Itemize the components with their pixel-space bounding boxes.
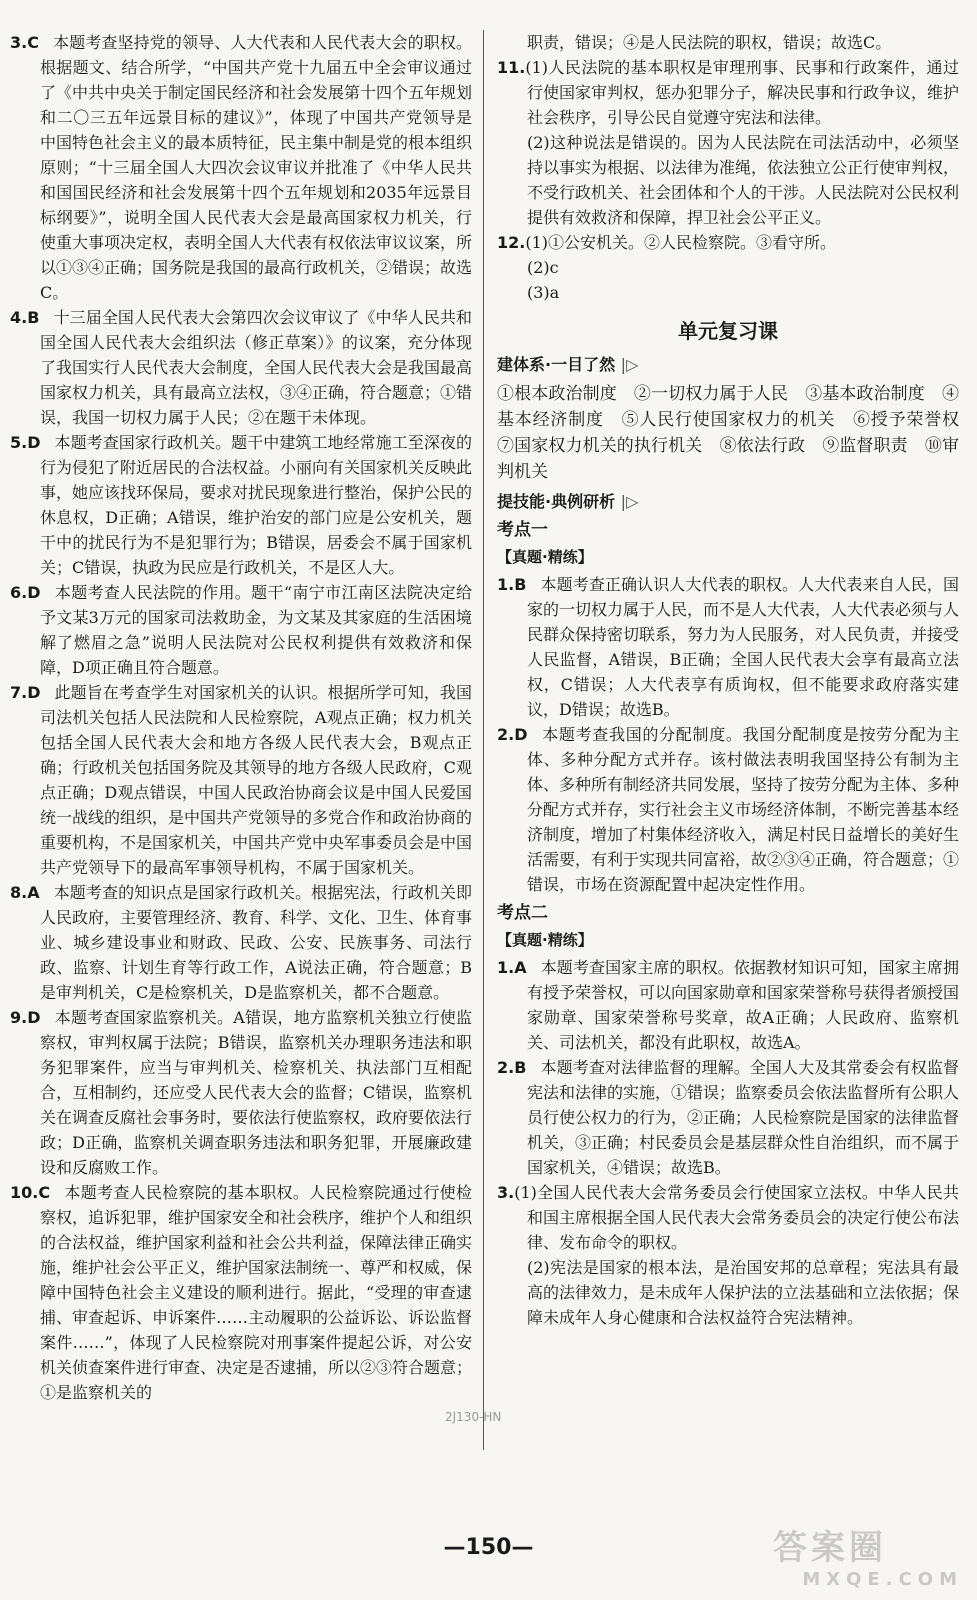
unit-review-title: 单元复习课 bbox=[678, 319, 778, 343]
page-number: —150— bbox=[443, 1535, 534, 1560]
answer-item-6: 6.D 本题考查人民法院的作用。题干“南宁市江南区法院决定给予文某3万元的国家司法救助金，为文某及其家庭的生活困境解了燃眉之急”说明人民法院对公民权利提供有效救济和保障，D项正确且符合题意。 bbox=[10, 583, 472, 677]
column-divider bbox=[483, 30, 484, 1450]
answer-item-5: 5.D 本题考查国家行政机关。题干中建筑工地经常施工至深夜的行为侵犯了附近居民的合法权益。小丽向有关国家机关反映此事，她应该找环保局，要求对扰民现象进行整治，保护公民的休息权，D正确；A错误，维护治安的部门应是公安机关，题干中的扰民行为不是犯罪行为；B错误，居委会不属于国家机关；C错误，执政为民应是行政机关，不是区人大。 bbox=[10, 433, 473, 577]
answer-12-part-3: (3)a bbox=[527, 283, 560, 302]
key-point-1-heading: 考点一 bbox=[497, 520, 548, 540]
answer-item-7: 7.D 此题旨在考查学生对国家机关的认识。根据所学可知，我国司法机关包括人民法院和人民检察院，A观点正确；权力机关包括全国人民代表大会和地方各级人民代表大会，B观点正确；行政机关包括国务院及其领导的地方各级人民政府，C观点正确；D观点错误，中国人民政治协商会议是中国人民爱国统一战线的组织，是中国共产党领导的多党合作和政治协商的重要机构，不是国家机关，中国共产党中央军事委员会是中国共产党领导下的最高军事领导机构，不属于国家机关。 bbox=[10, 683, 473, 877]
kp1-answer-1: 1.B 本题考查正确认识人大代表的职权。人大代表来自人民，国家的一切权力属于人民，而不是人大代表，人大代表必须与人民群众保持密切联系，努力为人民服务，对人民负责，并接受人民监督，A错误，B正确；全国人民代表大会享有最高立法权，C错误；人大代表享有质询权，但不能要求政府落实建议，D错误；故选B。 bbox=[497, 575, 960, 719]
answer-item-10: 10.C 本题考查人民检察院的基本职权。人民检察院通过行使检察权，追诉犯罪，维护国家安全和社会秩序，维护个人和组织的合法权益，维护国家利益和社会公共利益，保障法律正确实施，维护社会公平正义，维护国家法制统一、尊严和权威，保障中国特色社会主义建设的顺利进行。据此，“受理的审查逮捕、审查起诉、申诉案件……主动履职的公益诉讼、诉讼监督案件……”，体现了人民检察院对刑事案件提起公诉，对公安机关侦查案件进行审查、决定是否逮捕，所以②③符合题意；①是监察机关的 bbox=[10, 1183, 473, 1402]
watermark-logo: 答案圈 MXQE.COM bbox=[773, 1528, 963, 1590]
framework-answers: ①根本政治制度 ②一切权力属于人民 ③基本政治制度 ④基本经济制度 ⑤人民行使国家权力的机关 ⑥授予荣誉权 ⑦国家权力机关的执行机关 ⑧依法行政 ⑨监督职责 ⑩审判机关 bbox=[497, 384, 976, 482]
kp2-answer-1: 1.A 本题考查国家主席的职权。依据教材知识可知，国家主席拥有授予荣誉权，可以向国家勋章和国家荣誉称号获得者颁授国家勋章、国家荣誉称号奖章，故A正确；人民政府、监察机关、司法机关，都没有此职权，故选A。 bbox=[497, 958, 960, 1052]
print-code: 2J130-HN bbox=[445, 1410, 502, 1424]
answer-item-3: 3.C 本题考查坚持党的领导、人大代表和人民代表大会的职权。根据题文、结合所学，“中国共产党十九届五中全会审议通过了《中共中央关于制定国民经济和社会发展第十四个五年规划和二〇三五年远景目标的建议》”，体现了中国共产党领导是中国特色社会主义的最本质特征，民主集中制是党的根本组织原则；“十三届全国人大四次会议审议并批准了《中华人民共和国国民经济和社会发展第十四个五年规划和2035年远景目标纲要》”，说明全国人民代表大会是最高国家权力机关，行使重大事项决定权，表明全国人大代表有权依法审议议案，所以①③④正确；国务院是我国的最高行政机关，②错误；故选C。 bbox=[10, 33, 473, 302]
answer-item-11: 11.(1)人民法院的基本职权是审理刑事、民事和行政案件，通过行使国家审判权，惩办犯罪分子，解决民事和行政争议，维护社会秩序，引导公民自觉遵守宪法和法律。 bbox=[497, 58, 960, 127]
exercise-2-heading: 【真题·精练】 bbox=[497, 931, 593, 949]
kp1-answer-2: 2.D 本题考查我国的分配制度。我国分配制度是按劳分配为主体、多种分配方式并存。该村做法表明我国坚持公有制为主体、多种所有制经济共同发展，坚持了按劳分配为主体、多种分配方式并存，实行社会主义市场经济体制，不断完善基本经济制度，增加了村集体经济收入，满足村民日益增长的美好生活需要，有利于实现共同富裕，故②③④正确，符合题意；①错误，市场在资源配置中起决定性作用。 bbox=[497, 725, 960, 894]
double-chevron-icon: |▷ bbox=[620, 355, 639, 374]
answer-12-part-2: (2)c bbox=[527, 258, 559, 277]
right-column bbox=[497, 30, 976, 1330]
double-chevron-icon: |▷ bbox=[620, 492, 639, 511]
key-point-2-heading: 考点二 bbox=[497, 903, 548, 923]
kp2-answer-3: 3.(1)全国人民代表大会常务委员会行使国家立法权。中华人民共和国主席根据全国人民代表大会常务委员会的决定行使公布法律、发布命令的职权。 bbox=[497, 1183, 960, 1252]
section-skills-heading: 提技能·典例研析 |▷ bbox=[497, 492, 639, 511]
answer-item-4: 4.B 十三届全国人民代表大会第四次会议审议了《中华人民共和国全国人民代表大会组织法（修正草案）》的议案，充分体现了我国实行人民代表大会制度，全国人民代表大会是我国最高国家权力机关，具有最高立法权，③④正确，符合题意；①错误，我国一切权力属于人民；②在题干未体现。 bbox=[10, 308, 473, 427]
kp2-answer-2: 2.B 本题考查对法律监督的理解。全国人大及其常委会有权监督宪法和法律的实施，①错误；监察委员会依法监督所有公职人员行使公权力的行为，②正确；人民检察院是国家的法律监督机关，③正确；村民委员会是基层群众性自治组织，而不属于国家机关，④错误；故选B。 bbox=[497, 1058, 960, 1177]
answer-item-9: 9.D 本题考查国家监察机关。A错误，地方监察机关独立行使监察权，审判权属于法院；B错误，监察机关办理职务违法和职务犯罪案件，应当与审判机关、检察机关、执法部门互相配合，互相制约，还应受人民代表大会的监督；C错误，监察机关在调查反腐社会事务时，要依法行使监察权，政府要依法行政；D正确，监察机关调查职务违法和职务犯罪，开展廉政建设和反腐败工作。 bbox=[10, 1008, 473, 1177]
section-framework-heading: 建体系·一目了然 |▷ bbox=[497, 355, 639, 374]
answer-11-part-2: (2)这种说法是错误的。因为人民法院在司法活动中，必须坚持以事实为根据、以法律为准绳，依法独立公正行使审判权，不受行政机关、社会团体和个人的干涉。人民法院对公民权利提供有效救济和保障，捍卫社会公平正义。 bbox=[527, 133, 960, 227]
left-column bbox=[10, 30, 472, 1405]
answer-item-12: 12.(1)①公安机关。②人民检察院。③看守所。 bbox=[497, 233, 837, 252]
exercise-1-heading: 【真题·精练】 bbox=[497, 548, 593, 566]
kp2-answer-3-part-2: (2)宪法是国家的根本法，是治国安邦的总章程；宪法具有最高的法律效力，是未成年人保护法的立法基础和立法依据；保障未成年人身心健康和合法权益符合宪法精神。 bbox=[527, 1258, 960, 1327]
answer-10-continuation: 职责，错误；④是人民法院的职权，错误；故选C。 bbox=[527, 33, 892, 52]
answer-item-8: 8.A 本题考查的知识点是国家行政机关。根据宪法，行政机关即人民政府，主要管理经济、教育、科学、文化、卫生、体育事业、城乡建设事业和财政、民政、公安、民族事务、司法行政、监察、计划生育等行政工作，A说法正确，符合题意；B是审判机关，C是检察机关，D是监察机关，都不合题意。 bbox=[10, 883, 473, 1002]
